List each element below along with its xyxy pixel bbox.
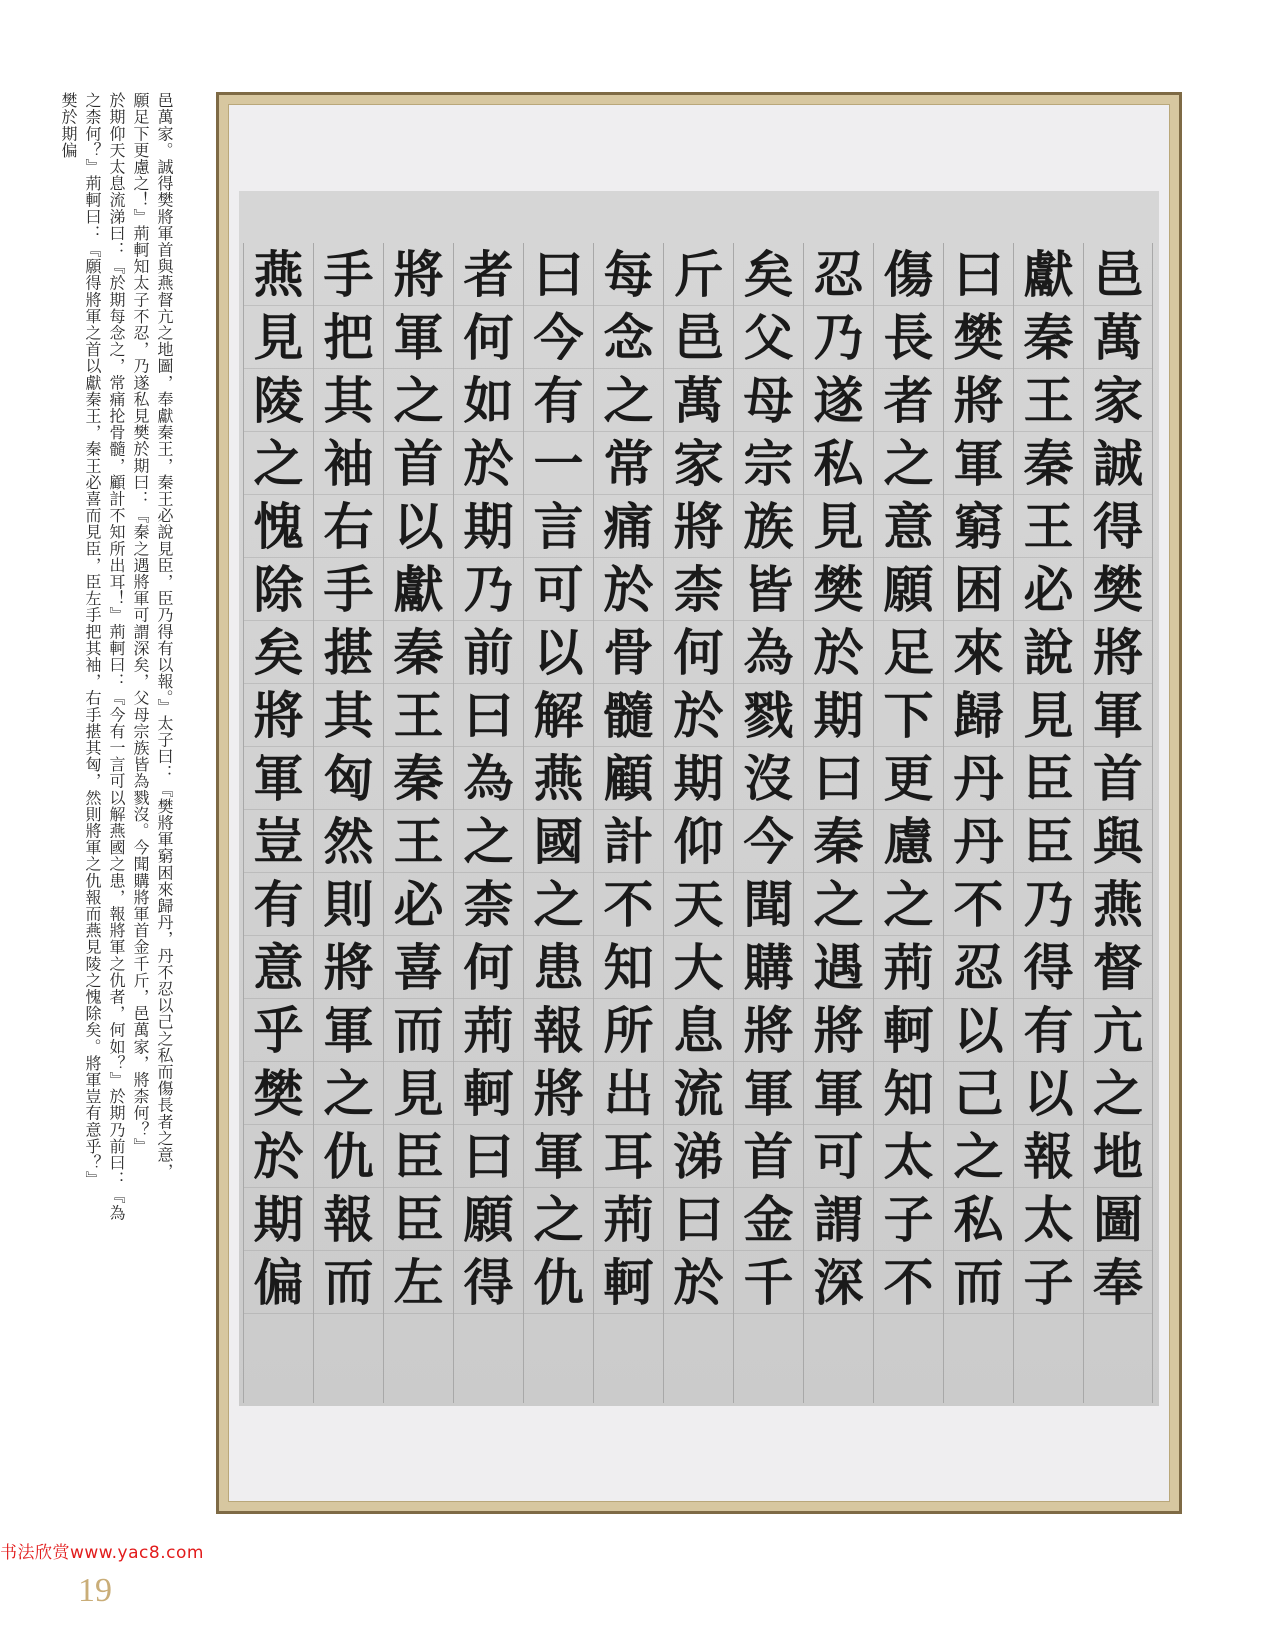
calligraphy-character: 仇 (524, 1251, 593, 1314)
calligraphy-character: 顧 (594, 747, 663, 810)
calligraphy-character: 丹 (944, 810, 1013, 873)
calligraphy-character: 王 (1014, 369, 1083, 432)
calligraphy-character: 奉 (1084, 1251, 1152, 1314)
calligraphy-character: 樊 (244, 1062, 313, 1125)
calligraphy-character: 曰 (804, 747, 873, 810)
calligraphy-character: 族 (734, 495, 803, 558)
calligraphy-character: 計 (594, 810, 663, 873)
calligraphy-character: 謂 (804, 1188, 873, 1251)
calligraphy-character: 出 (594, 1062, 663, 1125)
calligraphy-character: 大 (664, 936, 733, 999)
calligraphy-character: 則 (314, 873, 383, 936)
calligraphy-character: 不 (594, 873, 663, 936)
calligraphy-character: 之 (524, 1188, 593, 1251)
calligraphy-character: 每 (594, 243, 663, 306)
calligraphy-character: 把 (314, 306, 383, 369)
calligraphy-character: 而 (314, 1251, 383, 1314)
calligraphy-character: 母 (734, 369, 803, 432)
calligraphy-character: 萬 (1084, 306, 1152, 369)
calligraphy-character: 秦 (804, 810, 873, 873)
calligraphy-character: 私 (944, 1188, 1013, 1251)
calligraphy-character: 督 (1084, 936, 1152, 999)
calligraphy-character: 乃 (804, 306, 873, 369)
calligraphy-character: 為 (454, 747, 523, 810)
calligraphy-character: 軍 (734, 1062, 803, 1125)
calligraphy-character: 耳 (594, 1125, 663, 1188)
transcription-line: 樊於期偏 (59, 92, 78, 159)
calligraphy-character: 曰 (454, 1125, 523, 1188)
calligraphy-character: 見 (384, 1062, 453, 1125)
calligraphy-character: 偏 (244, 1251, 313, 1314)
calligraphy-character: 樊 (1084, 558, 1152, 621)
calligraphy-character: 長 (874, 306, 943, 369)
calligraphy-character: 仇 (314, 1125, 383, 1188)
calligraphy-column (733, 243, 803, 1403)
calligraphy-character: 太 (874, 1125, 943, 1188)
calligraphy-character: 何 (664, 621, 733, 684)
calligraphy-character: 除 (244, 558, 313, 621)
calligraphy-character: 喜 (384, 936, 453, 999)
calligraphy-character: 痛 (594, 495, 663, 558)
calligraphy-character: 將 (524, 1062, 593, 1125)
calligraphy-character: 樊 (804, 558, 873, 621)
calligraphy-column (453, 243, 523, 1403)
calligraphy-character: 其 (314, 369, 383, 432)
calligraphy-character: 燕 (524, 747, 593, 810)
calligraphy-character: 首 (384, 432, 453, 495)
calligraphy-character: 得 (1014, 936, 1083, 999)
calligraphy-character: 何 (454, 936, 523, 999)
calligraphy-character: 以 (1014, 1062, 1083, 1125)
calligraphy-character: 之 (524, 873, 593, 936)
calligraphy-character: 子 (874, 1188, 943, 1251)
calligraphy-character: 柰 (454, 873, 523, 936)
calligraphy-character: 以 (944, 999, 1013, 1062)
calligraphy-sheet (239, 191, 1159, 1406)
calligraphy-column (523, 243, 593, 1403)
calligraphy-character: 歸 (944, 684, 1013, 747)
calligraphy-character: 聞 (734, 873, 803, 936)
calligraphy-character: 臣 (384, 1188, 453, 1251)
transcription-text (26, 92, 176, 1512)
calligraphy-character: 萬 (664, 369, 733, 432)
calligraphy-character: 匈 (314, 747, 383, 810)
calligraphy-character: 期 (664, 747, 733, 810)
calligraphy-character: 太 (1014, 1188, 1083, 1251)
calligraphy-character: 袖 (314, 432, 383, 495)
calligraphy-character: 者 (874, 369, 943, 432)
calligraphy-character: 手 (314, 558, 383, 621)
calligraphy-character: 邑 (664, 306, 733, 369)
calligraphy-columns (243, 243, 1153, 1403)
calligraphy-character: 曰 (524, 243, 593, 306)
calligraphy-character: 期 (454, 495, 523, 558)
calligraphy-character: 地 (1084, 1125, 1152, 1188)
calligraphy-character: 之 (594, 369, 663, 432)
calligraphy-character: 期 (804, 684, 873, 747)
calligraphy-character: 之 (874, 873, 943, 936)
calligraphy-character: 臣 (384, 1125, 453, 1188)
calligraphy-character: 於 (664, 684, 733, 747)
transcription-line: 邑萬家。誠得樊將軍首與燕督亢之地圖，奉獻秦王，秦王必說見臣，臣乃得有以報。』太子曰：『樊將軍窮困來歸丹，丹不忍以己之私而傷長者之意， (155, 92, 174, 1180)
calligraphy-character: 軍 (1084, 684, 1152, 747)
calligraphy-column (243, 243, 313, 1403)
calligraphy-character: 於 (594, 558, 663, 621)
calligraphy-character: 期 (244, 1188, 313, 1251)
calligraphy-character: 報 (524, 999, 593, 1062)
calligraphy-character: 荊 (454, 999, 523, 1062)
calligraphy-character: 王 (1014, 495, 1083, 558)
calligraphy-character: 軻 (454, 1062, 523, 1125)
calligraphy-character: 軍 (524, 1125, 593, 1188)
calligraphy-character: 將 (804, 999, 873, 1062)
calligraphy-character: 將 (734, 999, 803, 1062)
calligraphy-character: 得 (1084, 495, 1152, 558)
calligraphy-character: 所 (594, 999, 663, 1062)
calligraphy-character: 知 (874, 1062, 943, 1125)
calligraphy-character: 丹 (944, 747, 1013, 810)
calligraphy-character: 將 (244, 684, 313, 747)
calligraphy-column (383, 243, 453, 1403)
calligraphy-character: 己 (944, 1062, 1013, 1125)
calligraphy-character: 將 (384, 243, 453, 306)
calligraphy-character: 有 (244, 873, 313, 936)
calligraphy-column (1083, 243, 1153, 1403)
calligraphy-character: 柰 (664, 558, 733, 621)
calligraphy-character: 將 (1084, 621, 1152, 684)
calligraphy-column (873, 243, 943, 1403)
calligraphy-character: 豈 (244, 810, 313, 873)
calligraphy-character: 王 (384, 810, 453, 873)
calligraphy-character: 乎 (244, 999, 313, 1062)
calligraphy-character: 之 (314, 1062, 383, 1125)
calligraphy-character: 秦 (1014, 432, 1083, 495)
calligraphy-character: 其 (314, 684, 383, 747)
calligraphy-character: 然 (314, 810, 383, 873)
calligraphy-character: 軍 (804, 1062, 873, 1125)
calligraphy-character: 之 (384, 369, 453, 432)
calligraphy-character: 而 (944, 1251, 1013, 1314)
calligraphy-character: 有 (524, 369, 593, 432)
calligraphy-character: 骨 (594, 621, 663, 684)
calligraphy-character: 言 (524, 495, 593, 558)
calligraphy-character: 將 (314, 936, 383, 999)
calligraphy-character: 涕 (664, 1125, 733, 1188)
calligraphy-character: 天 (664, 873, 733, 936)
calligraphy-character: 者 (454, 243, 523, 306)
calligraphy-character: 秦 (1014, 306, 1083, 369)
calligraphy-character: 王 (384, 684, 453, 747)
calligraphy-character: 曰 (944, 243, 1013, 306)
calligraphy-character: 戮 (734, 684, 803, 747)
calligraphy-character: 國 (524, 810, 593, 873)
calligraphy-character: 念 (594, 306, 663, 369)
calligraphy-character: 遂 (804, 369, 873, 432)
calligraphy-character: 常 (594, 432, 663, 495)
calligraphy-character: 沒 (734, 747, 803, 810)
calligraphy-character: 以 (524, 621, 593, 684)
calligraphy-character: 之 (454, 810, 523, 873)
calligraphy-character: 可 (804, 1125, 873, 1188)
calligraphy-character: 矣 (734, 243, 803, 306)
calligraphy-character: 傷 (874, 243, 943, 306)
calligraphy-character: 得 (454, 1251, 523, 1314)
calligraphy-character: 荊 (594, 1188, 663, 1251)
calligraphy-character: 於 (664, 1251, 733, 1314)
calligraphy-character: 窮 (944, 495, 1013, 558)
site-watermark: 书法欣赏www.yac8.com (0, 1543, 204, 1563)
calligraphy-character: 患 (524, 936, 593, 999)
calligraphy-character: 軍 (244, 747, 313, 810)
calligraphy-character: 而 (384, 999, 453, 1062)
calligraphy-character: 之 (804, 873, 873, 936)
calligraphy-character: 圖 (1084, 1188, 1152, 1251)
calligraphy-character: 以 (384, 495, 453, 558)
calligraphy-character: 曰 (664, 1188, 733, 1251)
calligraphy-character: 私 (804, 432, 873, 495)
calligraphy-character: 願 (454, 1188, 523, 1251)
calligraphy-character: 矣 (244, 621, 313, 684)
calligraphy-character: 意 (244, 936, 313, 999)
calligraphy-character: 息 (664, 999, 733, 1062)
calligraphy-character: 必 (384, 873, 453, 936)
calligraphy-character: 不 (874, 1251, 943, 1314)
calligraphy-character: 見 (1014, 684, 1083, 747)
calligraphy-character: 臣 (1014, 810, 1083, 873)
calligraphy-character: 乃 (454, 558, 523, 621)
calligraphy-character: 父 (734, 306, 803, 369)
calligraphy-character: 家 (1084, 369, 1152, 432)
calligraphy-column (943, 243, 1013, 1403)
calligraphy-character: 與 (1084, 810, 1152, 873)
calligraphy-character: 忍 (944, 936, 1013, 999)
transcription-line: 願足下更慮之！』荊軻知太子不忍，乃遂私見樊於期曰：『秦之遇將軍可謂深矣，父母宗族皆為戮沒。今聞購將軍首金千斤，邑萬家，將柰何？』 (131, 92, 150, 1155)
calligraphy-character: 樊 (944, 306, 1013, 369)
calligraphy-character: 宗 (734, 432, 803, 495)
calligraphy-character: 燕 (244, 243, 313, 306)
calligraphy-character: 斤 (664, 243, 733, 306)
calligraphy-character: 慮 (874, 810, 943, 873)
calligraphy-character: 手 (314, 243, 383, 306)
calligraphy-character: 千 (734, 1251, 803, 1314)
calligraphy-character: 見 (244, 306, 313, 369)
calligraphy-character: 報 (314, 1188, 383, 1251)
calligraphy-character: 軻 (874, 999, 943, 1062)
calligraphy-character: 燕 (1084, 873, 1152, 936)
calligraphy-character: 下 (874, 684, 943, 747)
calligraphy-character: 之 (1084, 1062, 1152, 1125)
calligraphy-character: 軍 (384, 306, 453, 369)
calligraphy-character: 誠 (1084, 432, 1152, 495)
calligraphy-character: 亢 (1084, 999, 1152, 1062)
calligraphy-character: 之 (944, 1125, 1013, 1188)
calligraphy-character: 乃 (1014, 873, 1083, 936)
calligraphy-character: 說 (1014, 621, 1083, 684)
calligraphy-character: 首 (1084, 747, 1152, 810)
calligraphy-character: 愧 (244, 495, 313, 558)
calligraphy-character: 於 (244, 1125, 313, 1188)
calligraphy-character: 忍 (804, 243, 873, 306)
calligraphy-character: 於 (804, 621, 873, 684)
calligraphy-character: 右 (314, 495, 383, 558)
calligraphy-character: 荊 (874, 936, 943, 999)
calligraphy-character: 皆 (734, 558, 803, 621)
calligraphy-character: 家 (664, 432, 733, 495)
calligraphy-character: 足 (874, 621, 943, 684)
calligraphy-character: 前 (454, 621, 523, 684)
calligraphy-column (313, 243, 383, 1403)
page-number: 19 (78, 1572, 112, 1609)
calligraphy-character: 獻 (384, 558, 453, 621)
calligraphy-mat (228, 104, 1170, 1502)
calligraphy-character: 意 (874, 495, 943, 558)
calligraphy-character: 如 (454, 369, 523, 432)
calligraphy-character: 可 (524, 558, 593, 621)
calligraphy-character: 軍 (944, 432, 1013, 495)
calligraphy-character: 金 (734, 1188, 803, 1251)
calligraphy-character: 今 (734, 810, 803, 873)
calligraphy-character: 軍 (314, 999, 383, 1062)
calligraphy-character: 不 (944, 873, 1013, 936)
calligraphy-character: 髓 (594, 684, 663, 747)
calligraphy-character: 陵 (244, 369, 313, 432)
calligraphy-character: 臣 (1014, 747, 1083, 810)
calligraphy-character: 深 (804, 1251, 873, 1314)
calligraphy-character: 之 (244, 432, 313, 495)
calligraphy-column (1013, 243, 1083, 1403)
calligraphy-character: 秦 (384, 621, 453, 684)
calligraphy-character: 來 (944, 621, 1013, 684)
calligraphy-character: 何 (454, 306, 523, 369)
calligraphy-character: 揕 (314, 621, 383, 684)
calligraphy-character: 仰 (664, 810, 733, 873)
calligraphy-character: 軻 (594, 1251, 663, 1314)
calligraphy-character: 更 (874, 747, 943, 810)
calligraphy-character: 見 (804, 495, 873, 558)
calligraphy-character: 一 (524, 432, 593, 495)
calligraphy-character: 子 (1014, 1251, 1083, 1314)
calligraphy-character: 獻 (1014, 243, 1083, 306)
calligraphy-character: 於 (454, 432, 523, 495)
calligraphy-character: 解 (524, 684, 593, 747)
calligraphy-character: 之 (874, 432, 943, 495)
calligraphy-frame (216, 92, 1182, 1514)
calligraphy-character: 有 (1014, 999, 1083, 1062)
calligraphy-character: 秦 (384, 747, 453, 810)
calligraphy-character: 遇 (804, 936, 873, 999)
calligraphy-character: 困 (944, 558, 1013, 621)
calligraphy-character: 左 (384, 1251, 453, 1314)
calligraphy-character: 願 (874, 558, 943, 621)
calligraphy-character: 今 (524, 306, 593, 369)
calligraphy-character: 購 (734, 936, 803, 999)
calligraphy-character: 曰 (454, 684, 523, 747)
calligraphy-character: 將 (944, 369, 1013, 432)
calligraphy-character: 為 (734, 621, 803, 684)
calligraphy-character: 報 (1014, 1125, 1083, 1188)
calligraphy-character: 邑 (1084, 243, 1152, 306)
calligraphy-character: 將 (664, 495, 733, 558)
transcription-line: 之柰何？』荊軻曰：『願得將軍之首以獻秦王，秦王必喜而見臣，臣左手把其袖，右手揕其匈，然則將軍之仇報而燕見陵之愧除矣。將軍豈有意乎？』 (83, 92, 102, 1188)
transcription-line: 於期仰天太息流涕曰：『於期每念之，常痛抡骨髓，顧計不知所出耳！』荊軻曰：『今有一言可以解燕國之患，報將軍之仇者，何如？』於期乃前曰：『為 (107, 92, 126, 1221)
calligraphy-column (593, 243, 663, 1403)
calligraphy-character: 流 (664, 1062, 733, 1125)
calligraphy-character: 知 (594, 936, 663, 999)
calligraphy-column (663, 243, 733, 1403)
calligraphy-character: 首 (734, 1125, 803, 1188)
calligraphy-character: 必 (1014, 558, 1083, 621)
calligraphy-column (803, 243, 873, 1403)
